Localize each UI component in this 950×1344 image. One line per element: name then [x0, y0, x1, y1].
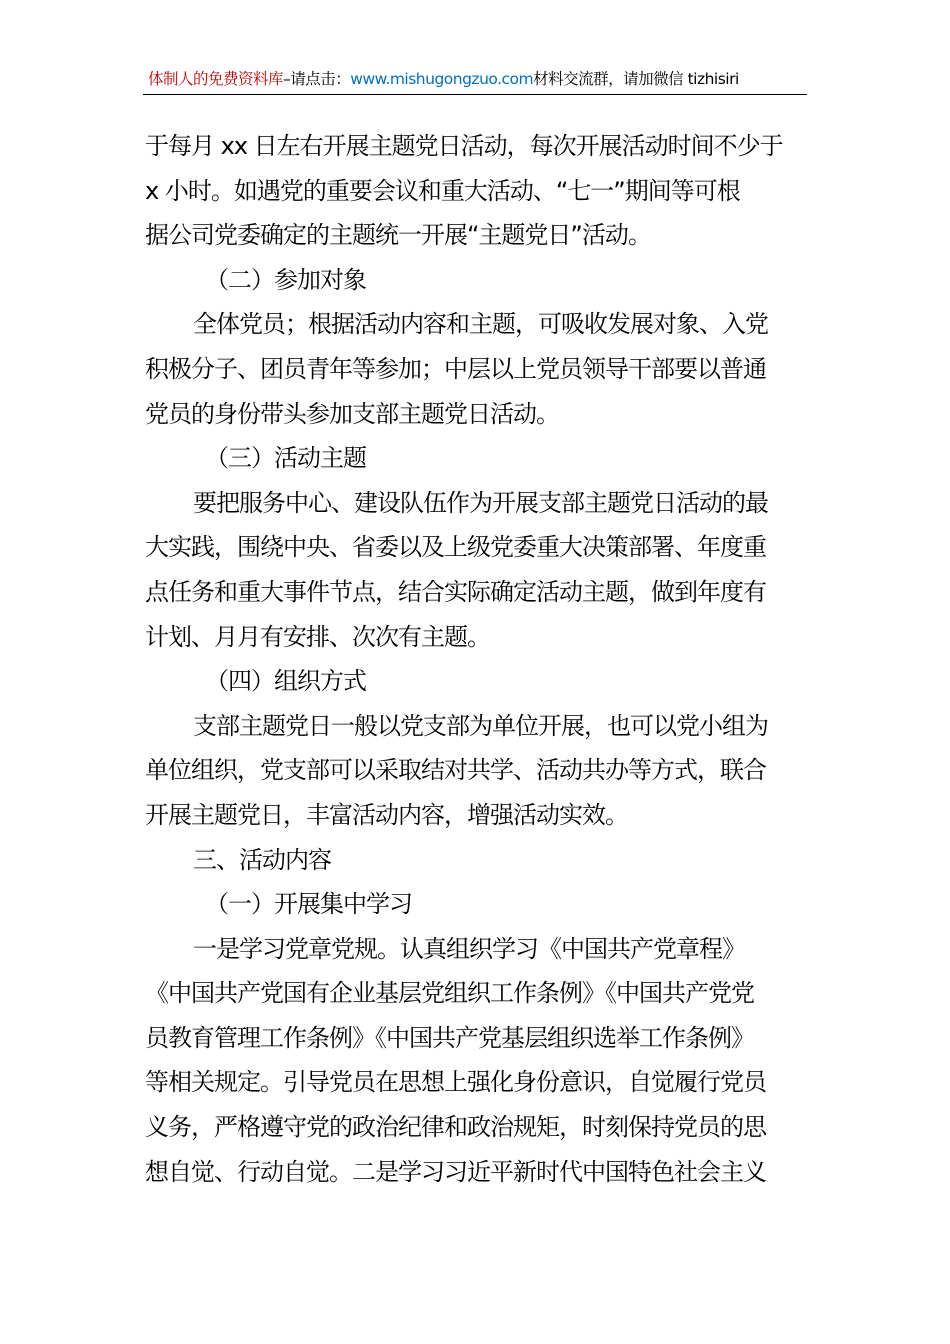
header-website-link[interactable]: www.mishugongzuo.com [350, 70, 534, 88]
text-line: 党员的身份带头参加支部主题党日活动。 [145, 399, 559, 428]
text-line: 单位组织，党支部可以采取结对共学、活动共办等方式，联合 [145, 756, 766, 785]
text-line: 《中国共产党国有企业基层党组织工作条例》《中国共产党党 [145, 979, 754, 1008]
paragraph-organization [145, 704, 809, 838]
heading-text: （二）参加对象 [205, 265, 366, 294]
header-rule [143, 94, 807, 95]
text-line: 开展主题党日，丰富活动内容，增强活动实效。 [145, 800, 628, 829]
text-line: 要把服务中心、建设队伍作为开展支部主题党日活动的最 [193, 488, 768, 517]
header-wechat-note: 材料交流群，请加微信 tizhisiri [533, 70, 739, 88]
text-line: 支部主题党日一般以党支部为单位开展，也可以党小组为 [193, 711, 768, 740]
text-line: 等相关规定。引导党员在思想上强化身份意识，自觉履行党员 [145, 1068, 766, 1097]
section-heading-participants [145, 258, 809, 303]
text-line: 计划、月月有安排、次次有主题。 [145, 622, 490, 651]
text-line: 积极分子、团员青年等参加；中层以上党员领导干部要以普通 [145, 354, 766, 383]
heading-text: （四）组织方式 [205, 667, 366, 696]
heading-text: 三、活动内容 [193, 845, 331, 874]
text-line: 义务，严格遵守党的政治纪律和政治规矩，时刻保持党员的思 [145, 1113, 766, 1142]
paragraph-study [145, 927, 809, 1195]
paragraph-continued [145, 124, 809, 258]
text-line: 一是学习党章党规。认真组织学习《中国共产党章程》 [193, 934, 745, 963]
paragraph-theme [145, 481, 809, 659]
text-line: 据公司党委确定的主题统一开展“主题党日”活动。 [145, 221, 651, 250]
text-line: x 小时。如遇党的重要会议和重大活动、“七一”期间等可根 [145, 176, 740, 205]
document-body [145, 124, 809, 1194]
text-line: 想自觉、行动自觉。二是学习习近平新时代中国特色社会主义 [145, 1157, 766, 1186]
section-heading-organization [145, 659, 809, 704]
text-line: 员教育管理工作条例》《中国共产党基层组织选举工作条例》 [145, 1023, 754, 1052]
header-brand: 体制人的免费资料库 [148, 70, 284, 88]
section-heading-theme [145, 436, 809, 481]
paragraph-participants [145, 302, 809, 436]
heading-text: （三）活动主题 [205, 444, 366, 473]
chapter-heading-content [145, 838, 809, 883]
section-heading-study [145, 882, 809, 927]
heading-text: （一）开展集中学习 [205, 890, 412, 919]
header-prompt: –请点击： [283, 70, 351, 88]
text-line: 于每月 xx 日左右开展主题党日活动，每次开展活动时间不少于 [145, 132, 783, 160]
text-line: 大实践，围绕中央、省委以及上级党委重大决策部署、年度重 [145, 533, 766, 562]
text-line: 全体党员；根据活动内容和主题，可吸收发展对象、入党 [193, 310, 768, 339]
text-line: 点任务和重大事件节点，结合实际确定活动主题，做到年度有 [145, 577, 766, 606]
